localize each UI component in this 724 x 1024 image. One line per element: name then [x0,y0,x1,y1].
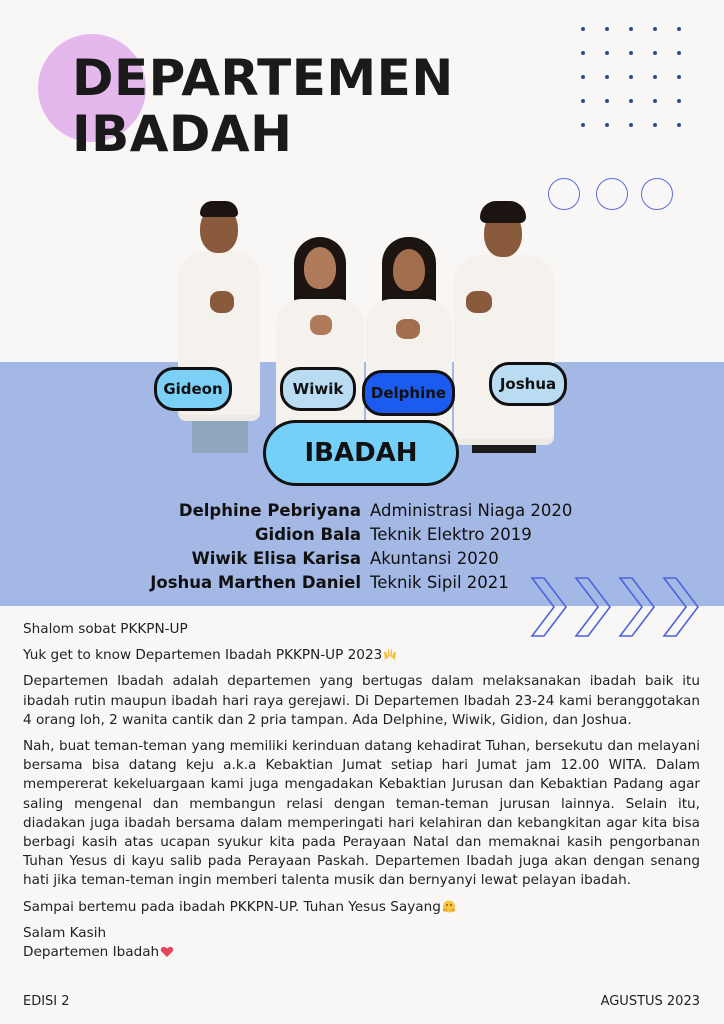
date-label: AGUSTUS 2023 [600,994,700,1009]
intro: Yuk get to know Departemen Ibadah PKKPN-UP 2023 [23,646,700,665]
title-line-1: DEPARTEMEN [72,49,454,107]
member-program: Teknik Elektro 2019 [370,524,532,544]
heart-emoji-icon [160,945,174,958]
person-joshua [454,201,554,453]
hug-emoji-icon [442,900,456,913]
decorative-ring [641,178,673,210]
paragraph-activities: Nah, buat teman-teman yang memiliki kerinduan datang kehadirat Tuhan, bersekutu dan melayani bersama bisa datang keju a.k.a Kebaktian Jumat setiap hari Jumat jam 12.00 WITA. Dalam mempererat kekeluargaan kami juga mengadakan Kebaktian Jurusan dan Kebaktian Padang agar saling mengenal dan membangun relasi dengan teman-teman jurusan lainnya. Selain itu, diadakan juga ibadah bersama dalam memperingati hari kelahiran dan kebangkitan agar kita bisa berbagi kasih atas ucapan syukur kita pada Perayaan Natal dan memaknai kasih pengorbanan Tuhan Yesus di kayu salib pada Perayaan Paskah. Departemen Ibadah juga akan dengan senang hati jika teman-teman ingin memberi talenta musik dan bernyanyi lewat pelayan ibadah. [23,738,700,889]
edition-label: EDISI 2 [23,994,70,1009]
person-gideon [178,199,260,453]
member-name: Delphine Pebriyana [178,500,361,520]
name-tag-gideon: Gideon [154,367,232,411]
member-program: Akuntansi 2020 [370,548,499,568]
signoff: Salam Kasih Departemen Ibadah [23,924,700,962]
paragraph-about: Departemen Ibadah adalah departemen yang bertugas dalam melaksanakan ibadah baik itu ibadah rutin maupun ibadah hari raya gerejawi. Di Departemen Ibadah 23-24 kami beranggotakan 4 orang loh, 2 wanita cantik dan 2 pria tampan. Ada Delphine, Wiwik, Gidion, dan Joshua. [23,673,700,728]
member-program: Administrasi Niaga 2020 [370,500,573,520]
decorative-dot-grid [576,22,698,142]
title-line-2: IBADAH [72,105,293,163]
article-body [23,620,700,962]
member-name: Gidion Bala [255,524,361,544]
name-tag-delphine: Delphine [362,370,455,416]
page-title [72,50,454,162]
member-program: Teknik Sipil 2021 [370,572,509,592]
greeting: Shalom sobat PKKPN-UP [23,621,188,637]
closing: Sampai bertemu pada ibadah PKKPN-UP. Tuhan Yesus Sayang [23,898,700,917]
member-name: Wiwik Elisa Karisa [191,548,361,568]
department-label-pill: IBADAH [263,420,459,486]
decorative-ring [596,178,628,210]
member-name: Joshua Marthen Daniel [150,572,361,592]
member-row [0,498,724,522]
member-row [0,522,724,546]
name-tag-joshua: Joshua [489,362,567,406]
member-row [0,546,724,570]
raised-hands-emoji-icon [383,648,397,661]
group-photo [170,195,560,457]
name-tag-wiwik: Wiwik [280,367,356,411]
